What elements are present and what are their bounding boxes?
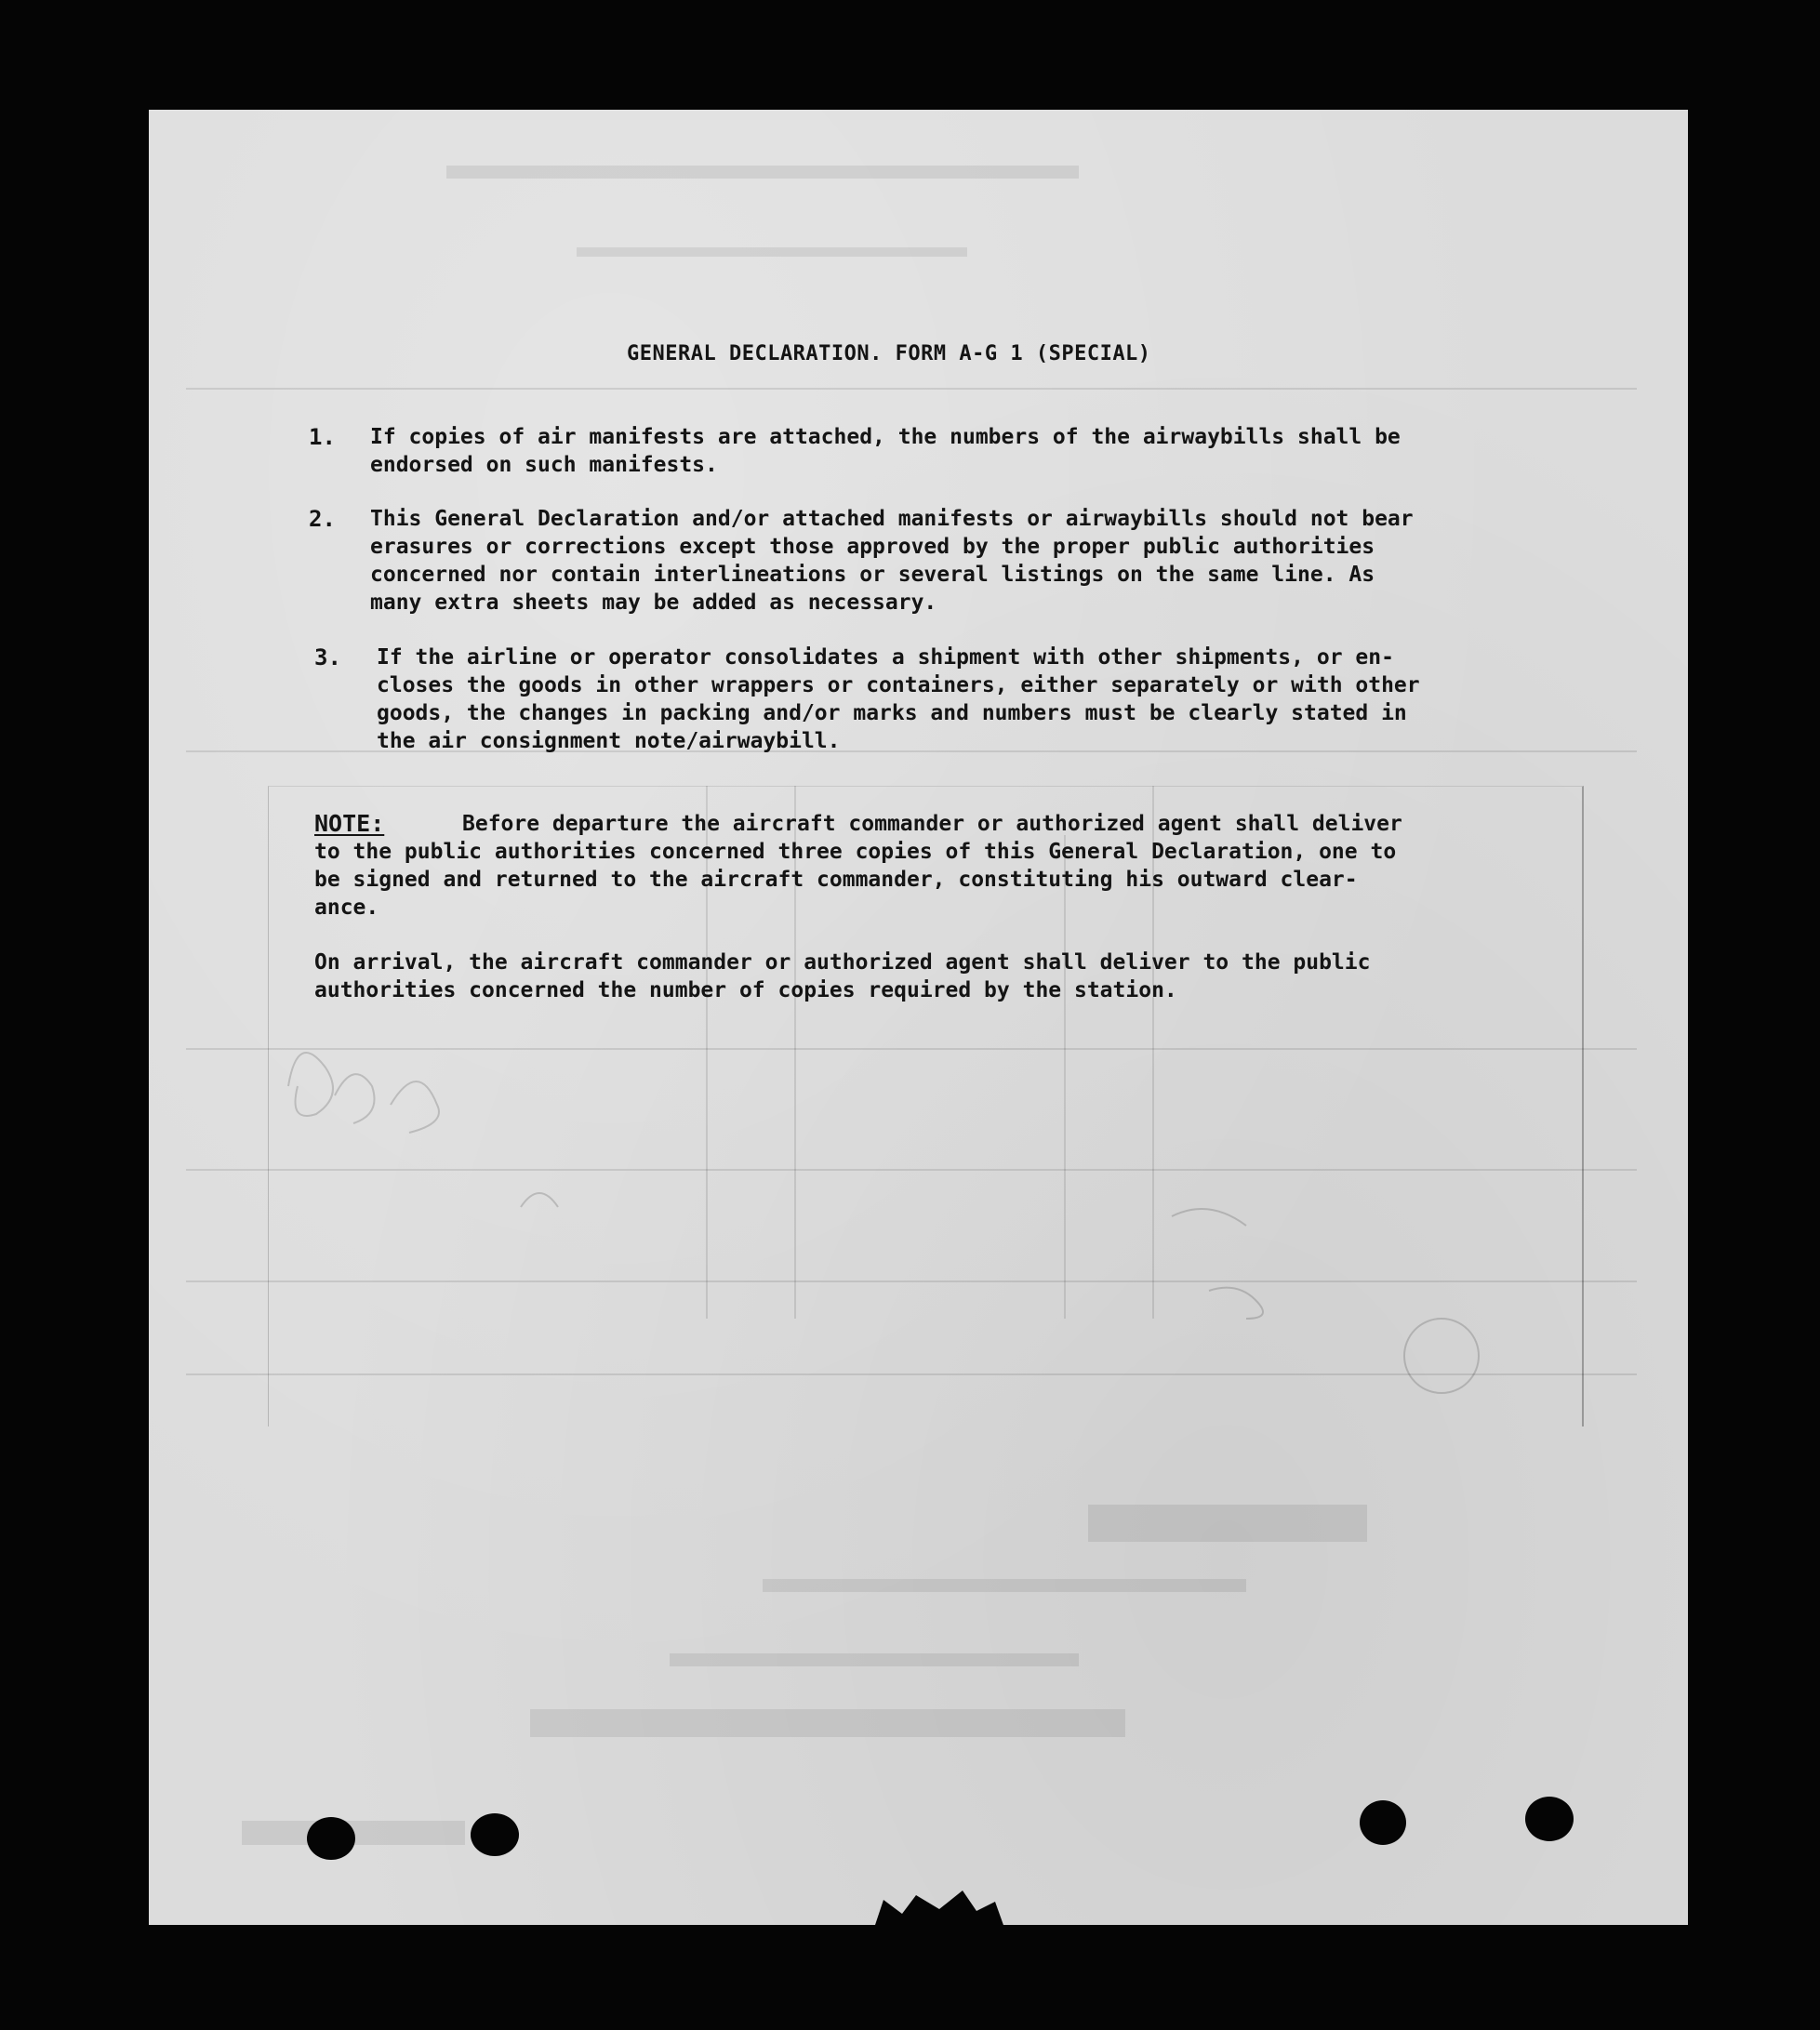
item-3-line-2: closes the goods in other wrappers or containers, either separately or with other — [377, 673, 1420, 697]
arrival-line-2: authorities concerned the number of copies required by the station. — [314, 978, 1177, 1002]
punch-hole — [471, 1813, 519, 1856]
note-line-3: be signed and returned to the aircraft commander, constituting his outward clear- — [314, 868, 1358, 892]
item-2-number: 2. — [309, 506, 336, 532]
note-label: NOTE: — [314, 810, 385, 837]
item-2-line-1: This General Declaration and/or attached manifests or airwaybills should not bear — [370, 507, 1414, 531]
punch-hole — [1360, 1800, 1406, 1845]
item-1-number: 1. — [309, 424, 336, 450]
item-2-line-4: many extra sheets may be added as necessary. — [370, 590, 937, 615]
note-line-4: ance. — [314, 896, 379, 920]
item-3-line-4: the air consignment note/airwaybill. — [377, 729, 841, 753]
torn-edge — [874, 1891, 1004, 1925]
note-first-line: Before departure the aircraft commander or authorized agent shall deliver — [462, 812, 1402, 836]
item-1-line-2: endorsed on such manifests. — [370, 453, 718, 477]
punch-hole — [307, 1817, 355, 1860]
note-line-2: to the public authorities concerned three copies of this General Declaration, one to — [314, 840, 1397, 864]
item-2-line-3: concerned nor contain interlineations or several listings on the same line. As — [370, 563, 1375, 587]
page-title: GENERAL DECLARATION. FORM A-G 1 (SPECIAL) — [627, 342, 1151, 365]
item-3-line-3: goods, the changes in packing and/or marks and numbers must be clearly stated in — [377, 701, 1407, 725]
document-page — [149, 110, 1688, 1925]
item-3-line-1: If the airline or operator consolidates a shipment with other shipments, or en- — [377, 645, 1394, 670]
item-2-line-2: erasures or corrections except those approved by the proper public authorities — [370, 535, 1375, 559]
item-3-number: 3. — [314, 644, 341, 670]
arrival-line-1: On arrival, the aircraft commander or authorized agent shall deliver to the public — [314, 950, 1371, 975]
item-1-line-1: If copies of air manifests are attached, the numbers of the airwaybills shall be — [370, 425, 1401, 449]
punch-hole — [1525, 1797, 1574, 1841]
